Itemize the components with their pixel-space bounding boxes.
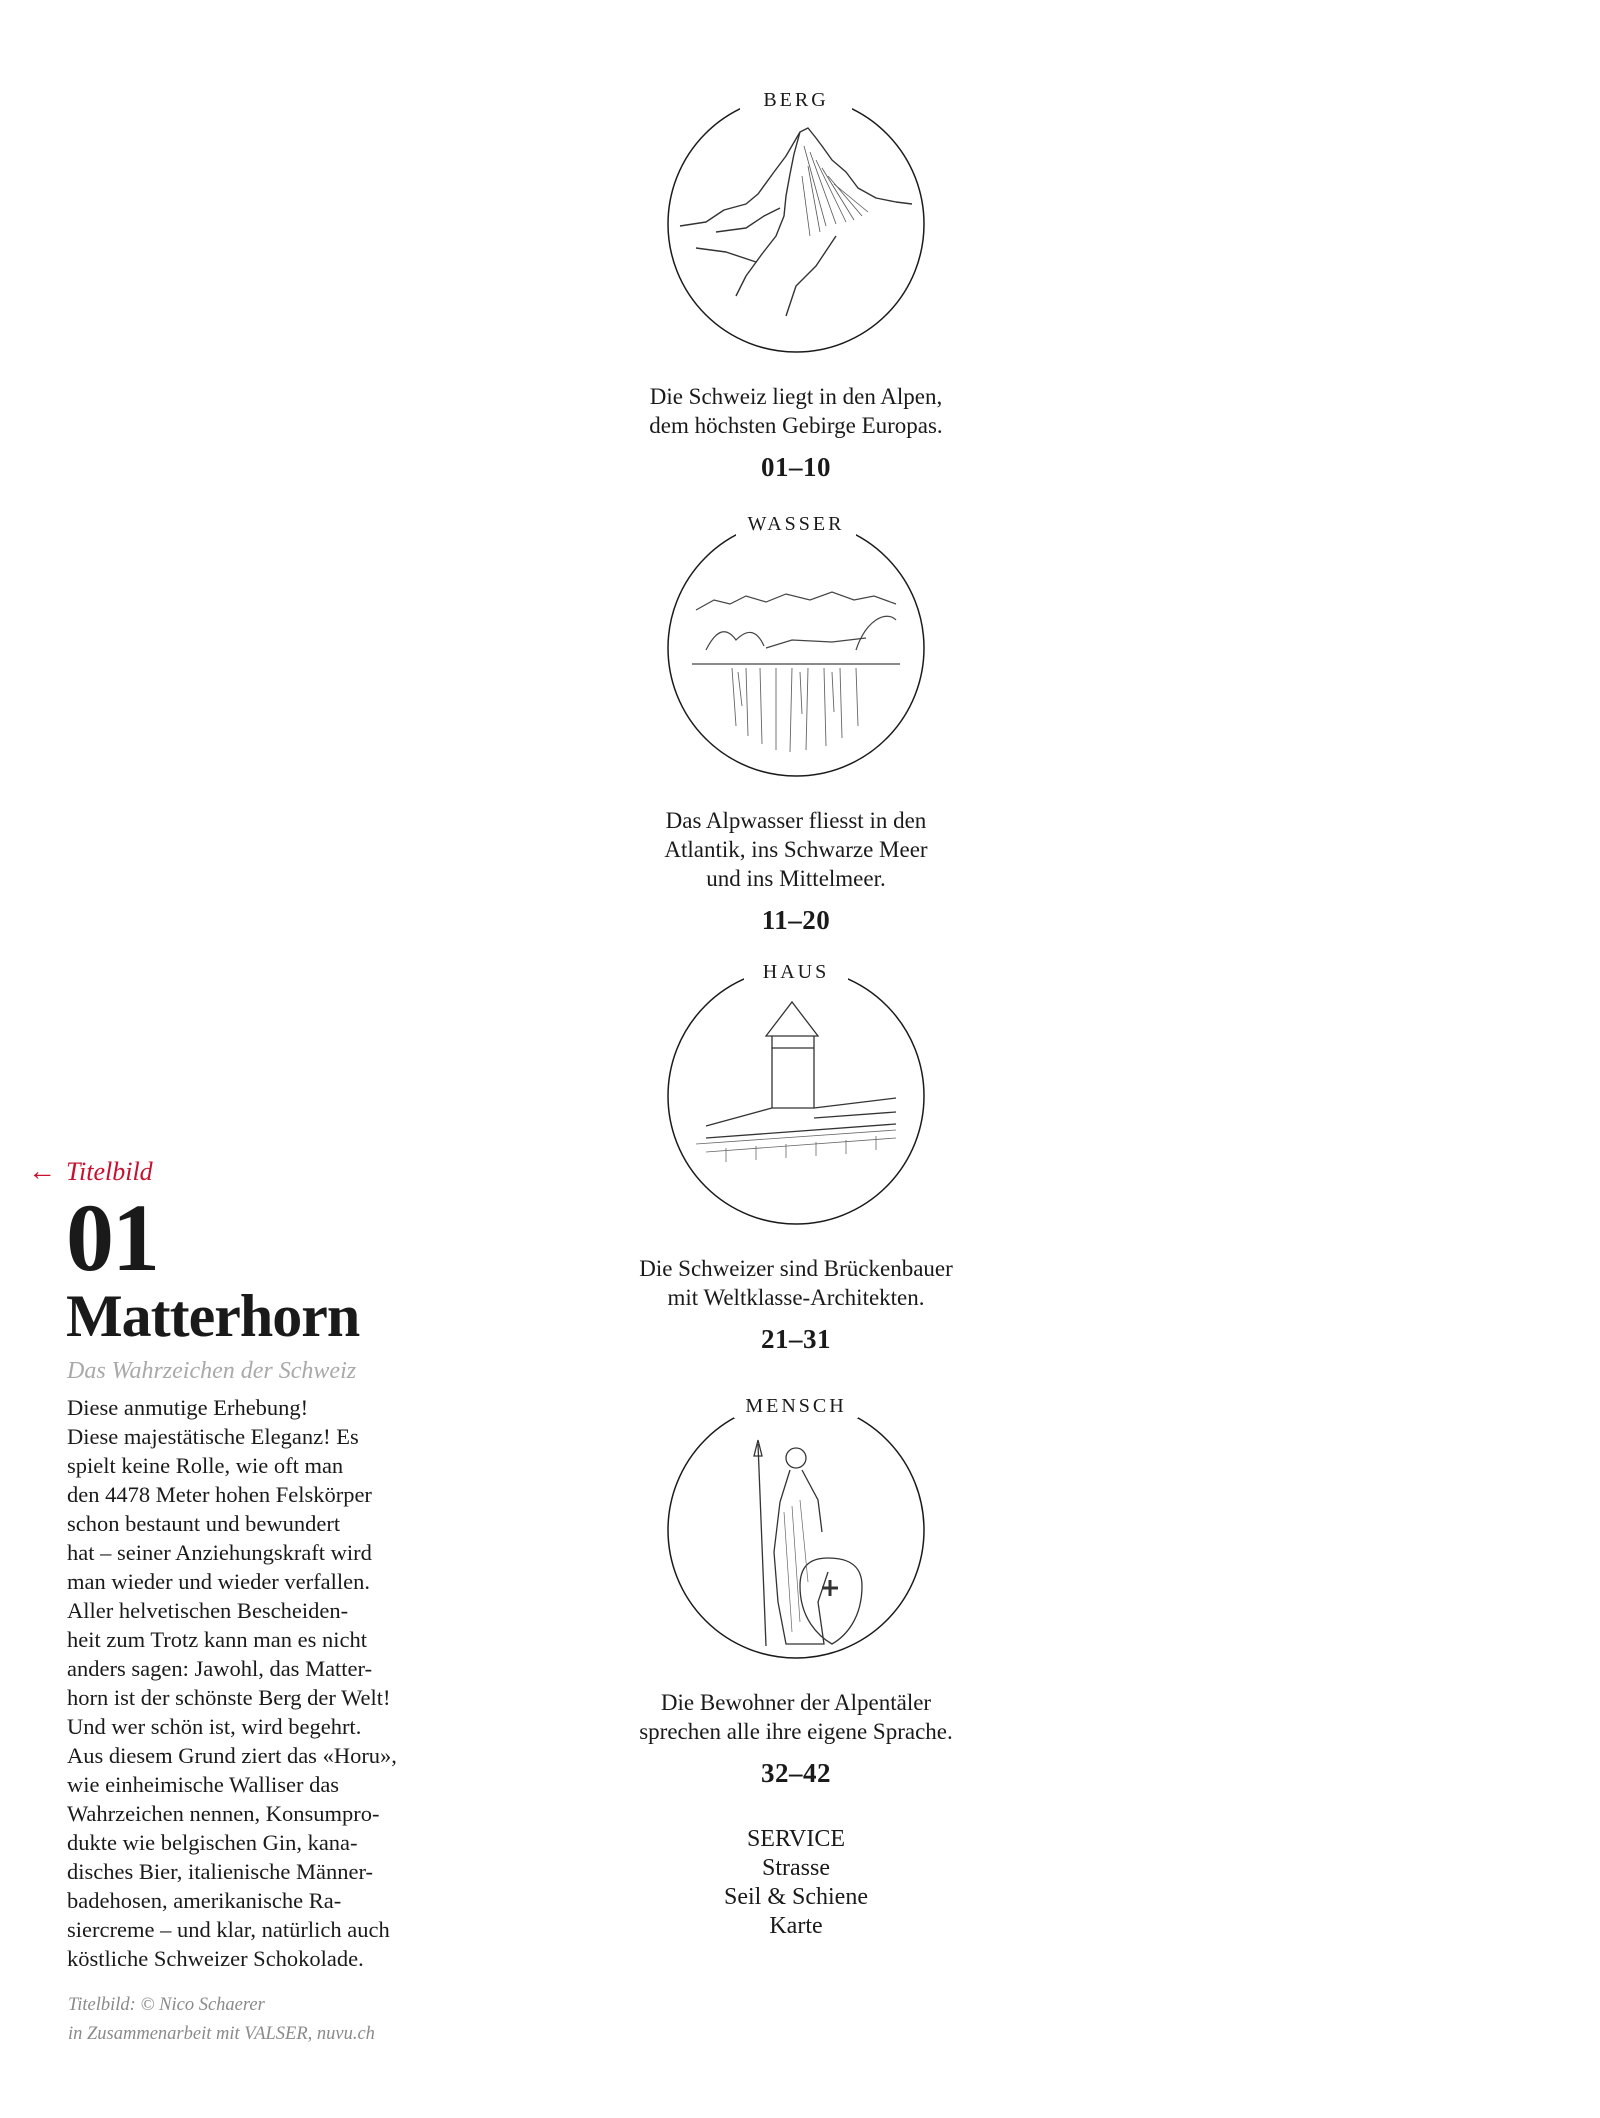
section-description: Die Bewohner der Alpentäler sprechen alle ihre eigene Sprache. bbox=[639, 1690, 953, 1744]
service-item-strasse[interactable]: Strasse bbox=[762, 1855, 830, 1881]
section-mensch[interactable] bbox=[596, 1382, 996, 1789]
service-list bbox=[596, 1825, 996, 1941]
section-description: Die Schweizer sind Brückenbauer mit Weltklasse-Architekten. bbox=[639, 1256, 953, 1310]
article-body: Diese anmutige Erhebung! Diese majestätische Eleganz! Es spielt keine Rolle, wie oft man den 4478 Meter hohen Felskörper schon bestaunt und bewundert hat – seiner Anziehungskraft wird man wieder und wieder verfallen. Aller helvetischen Bescheiden- heit zum Trotz kann man es nicht anders sagen: Jawohl, das Matter- horn ist der schönste Berg der Welt! Und wer schön ist, wird begehrt. Aus diesem Grund ziert das «Horu», wie einheimische Walliser das Wahrzeichen nennen, Konsumpro- dukte wie belgischen Gin, kana- disches Bier, italienische Männer- badehosen, amerikanische Ra- siercreme – und klar, natürlich auch köstliche Schweizer Schokolade. bbox=[67, 1395, 397, 1971]
page-range: 21–31 bbox=[761, 1324, 831, 1354]
emblem-label: HAUS bbox=[762, 961, 830, 983]
image-credits: Titelbild: © Nico Schaerer in Zusammenarbeit mit VALSER, nuvu.ch bbox=[68, 1995, 375, 2044]
waterfall-icon bbox=[596, 500, 996, 800]
section-berg[interactable] bbox=[596, 76, 996, 483]
emblem-wasser bbox=[596, 500, 996, 800]
page-range: 11–20 bbox=[761, 905, 831, 935]
emblem-mensch bbox=[596, 1382, 996, 1682]
emblem-haus bbox=[596, 948, 996, 1248]
article bbox=[28, 1156, 448, 2049]
service-item-seil-schiene[interactable]: Seil & Schiene bbox=[724, 1884, 868, 1910]
page-range: 32–42 bbox=[761, 1758, 831, 1788]
helvetia-icon bbox=[596, 1382, 996, 1682]
matterhorn-icon bbox=[596, 76, 996, 376]
section-wasser[interactable] bbox=[596, 500, 996, 936]
section-description: Die Schweiz liegt in den Alpen, dem höchsten Gebirge Europas. bbox=[649, 384, 943, 438]
bridge-tower-icon bbox=[596, 948, 996, 1248]
arrow-left-icon: ← bbox=[28, 1156, 56, 1187]
emblem-label: WASSER bbox=[747, 513, 845, 535]
section-description: Das Alpwasser fliesst in den Atlantik, ins Schwarze Meer und ins Mittelmeer. bbox=[664, 808, 928, 891]
article-number: 01 bbox=[66, 1184, 158, 1291]
page-range: 01–10 bbox=[761, 452, 831, 482]
emblem-label: BERG bbox=[763, 89, 829, 111]
article-subtitle: Das Wahrzeichen der Schweiz bbox=[67, 1358, 357, 1384]
back-link-label: Titelbild bbox=[66, 1157, 153, 1186]
emblem-label: MENSCH bbox=[745, 1395, 847, 1417]
service-title: SERVICE bbox=[746, 1826, 846, 1852]
article-title: Matterhorn bbox=[66, 1283, 360, 1349]
emblem-berg bbox=[596, 76, 996, 376]
service-item-karte[interactable]: Karte bbox=[769, 1913, 823, 1939]
section-haus[interactable] bbox=[596, 948, 996, 1355]
